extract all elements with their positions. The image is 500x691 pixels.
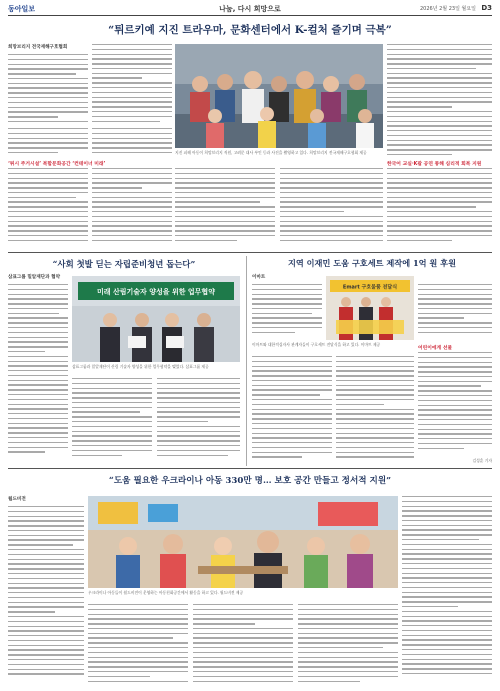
top-text-col3b [387, 168, 492, 248]
column-divider [246, 256, 247, 466]
header-rule [8, 15, 492, 16]
left-mid-text-col2 [72, 378, 152, 464]
top-text-col4 [175, 168, 275, 248]
page-number: D3 [481, 4, 492, 12]
right-mid-text-col5 [418, 352, 492, 456]
left-mid-caption: 삼표그룹과 밀알재단이 산림 기술자 양성을 위한 업무협약을 맺었다. 삼표그룹 제공 [72, 364, 209, 369]
section-title: 나눔, 다시 희망으로 [219, 5, 281, 13]
masthead [8, 4, 492, 14]
top-byline: 희망브리지 전국재해구호협회 [8, 45, 68, 50]
left-mid-photo [72, 276, 240, 362]
left-mid-text-col1 [8, 284, 68, 464]
right-mid-author: 김성훈 기자 [472, 458, 492, 463]
right-mid-text-col1 [252, 284, 322, 340]
donation-ceremony-photo [326, 276, 414, 340]
top-text-col1 [8, 54, 88, 126]
issue-date: 2026년 2월 23일 월요일 [419, 6, 476, 12]
left-mid-text-col3 [157, 378, 240, 464]
top-text-col2b [92, 128, 172, 158]
newspaper-brand: 동아일보 [8, 5, 36, 13]
bottom-photo [88, 496, 398, 588]
top-text-col1b [8, 128, 88, 158]
section-divider-2 [8, 468, 492, 469]
top-text-col2c [92, 168, 172, 248]
right-mid-caption: 이마트와 대한적십자사 관계자들이 구호세트 전달식을 하고 있다. 이마트 제공 [252, 342, 381, 347]
bottom-byline: 월드비전 [8, 497, 26, 502]
bottom-text-col3 [193, 604, 293, 686]
right-mid-text-col2 [252, 356, 332, 464]
top-headline: “튀르키예 지진 트라우마, 문화센터에서 K-컬처 즐기며 극복” [108, 24, 392, 36]
top-text-col5 [280, 168, 383, 248]
bottom-text-col2 [88, 604, 188, 686]
bottom-headline: “도움 필요한 우크라이나 아동 330만 명… 보호 공간 만들고 정서적 지원” [108, 476, 392, 486]
top-text-col3 [387, 44, 492, 159]
right-mid-byline: 이마트 [252, 275, 266, 280]
top-subheading-1: ‘튀시 주거시설’ 복합문화공간 ‘컨테이너 미래’ [8, 162, 106, 167]
top-photo [175, 44, 383, 148]
bottom-text-col1 [8, 506, 84, 686]
left-mid-headline: “사회 첫발 딛는 자립준비청년 돕는다” [52, 259, 196, 269]
children-group-photo [175, 44, 383, 148]
banner-text: Emart 구호물품 전달식 [342, 284, 398, 291]
top-text-col1c [8, 168, 88, 248]
banner-text: 미래 산림기술자 양성을 위한 업무협약 [97, 288, 215, 296]
right-mid-subheading: 어린이에게 선물 [418, 346, 453, 351]
right-mid-text-col4 [418, 284, 492, 340]
left-mid-byline: 삼표그룹 밀알재단과 협약 [8, 275, 61, 280]
bottom-caption: 우크라이나 아동들이 월드비전이 운영하는 아동친화공간에서 활동을 하고 있다. 월드비전 제공 [88, 590, 244, 595]
bottom-text-col4 [298, 604, 398, 686]
right-mid-text-col3 [336, 356, 414, 464]
top-subheading-2: 한국어 교실·K팝 공연 통해 심리적 회복 지원 [387, 162, 482, 167]
section-divider-1 [8, 252, 492, 253]
top-photo-caption: 지진 피해 아동이 희망브리지 직원, 고려문 대사 부인 등과 사진을 촬영하고 있다. 희망브리지 전국재해구호협회 제공 [175, 150, 367, 155]
bottom-text-col5 [402, 496, 492, 686]
right-mid-headline: 지역 이재민 도움 구호세트 제작에 1억 원 후원 [287, 258, 456, 268]
top-text-col2 [92, 44, 172, 126]
agreement-ceremony-photo [72, 276, 240, 362]
right-mid-photo [326, 276, 414, 340]
ukraine-children-photo [88, 496, 398, 588]
